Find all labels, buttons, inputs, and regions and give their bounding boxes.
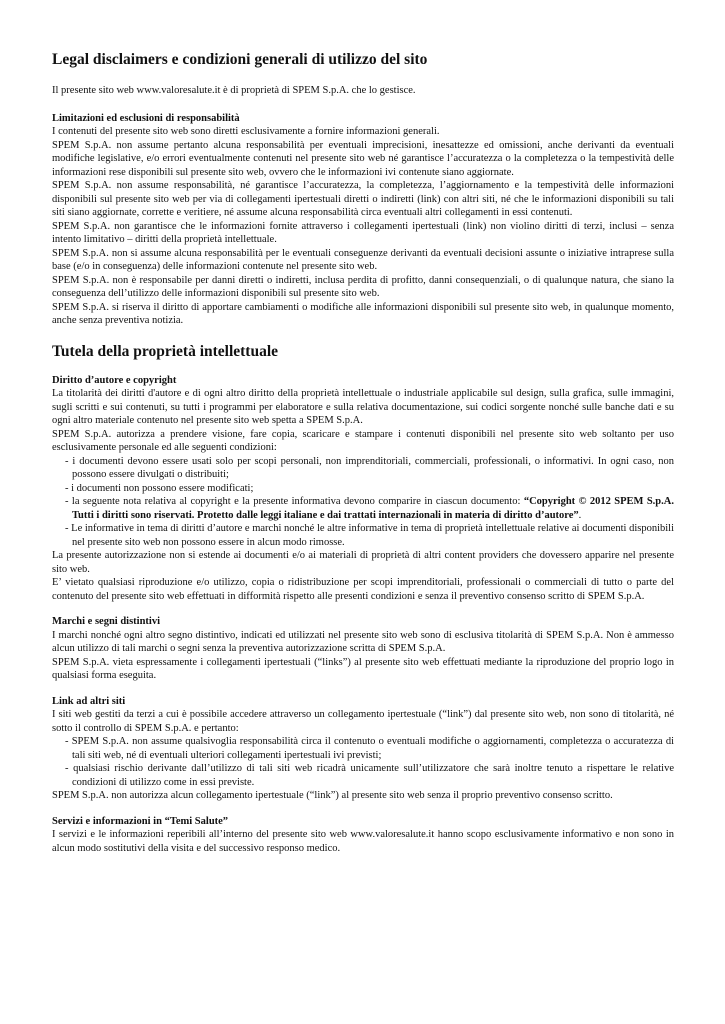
- section-limitazioni: [52, 112, 674, 328]
- copyright-notice: “Copyright © 2012 SPEM S.p.A. Tutti i diritti sono riservati. Protetto dalle leggi italiane e dai trattati internazionali in materia di diritto d’autore”: [72, 496, 674, 521]
- list-item: - i documenti devono essere usati solo per scopi personali, non imprenditoriali, commerciali, professionali, o informativi. In ogni caso, non possono essere divulgati o distribuiti;: [65, 455, 674, 480]
- list-item: - SPEM S.p.A. non assume qualsivoglia responsabilità circa il contenuto o eventuali modifiche o aggiornamenti, completezza o accuratezza di tali siti web, né di eventuali ulteriori collegamenti ipertestuali ivi previsti;: [65, 736, 674, 761]
- paragraph: SPEM S.p.A. si riserva il diritto di apportare cambiamenti o modifiche alle informazioni disponibili sul presente sito web, in qualunque momento, anche senza preventiva notizia.: [52, 301, 674, 326]
- paragraph: SPEM S.p.A. autorizza a prendere visione, fare copia, scaricare e stampare i contenuti disponibili nel presente sito web soltanto per uso esclusivamente personale ed alle seguenti condizioni:: [52, 428, 674, 453]
- paragraph: SPEM S.p.A. non è responsabile per danni diretti o indiretti, inclusa perdita di profitto, danni consequenziali, o di qualunque natura, che siano la conseguenza dell’utilizzo delle informazioni disponibili sul presente sito web.: [52, 274, 674, 299]
- section-heading: Diritto d’autore e copyright: [52, 374, 177, 386]
- section-heading: Servizi e informazioni in “Temi Salute”: [52, 815, 229, 827]
- paragraph: I servizi e le informazioni reperibili all’interno del presente sito web www.valoresalute.it hanno scopo esclusivamente informativo e non sono in alcun modo sostitutivi della visita e del successivo responso medico.: [52, 829, 674, 854]
- list-item: - Le informative in tema di diritti d’autore e marchi nonché le altre informative in tema di proprietà intellettuale relative ai documenti disponibili nel presente sito web non possono essere in alcun modo rimosse.: [65, 523, 674, 548]
- list-item: - qualsiasi rischio derivante dall’utilizzo di tali siti web ricadrà unicamente sull’utilizzatore che sarà inoltre tenuto a rispettare le relative condizioni di utilizzo come in essi previste.: [65, 763, 674, 788]
- section-heading: Link ad altri siti: [52, 695, 126, 707]
- list-item-end: .: [578, 509, 582, 521]
- section-link-altri-siti: [52, 695, 674, 803]
- section-diritto-autore: [52, 374, 674, 604]
- list-item: - i documenti non possono essere modificati;: [65, 482, 254, 494]
- paragraph: I marchi nonché ogni altro segno distintivo, indicati ed utilizzati nel presente sito web sono di esclusiva titolarità di SPEM S.p.A. Non è ammesso alcun utilizzo di tali marchi o segni senza la preventiva autorizzazione scritta di SPEM S.p.A.: [52, 629, 674, 654]
- conditions-list: [52, 455, 674, 550]
- section-marchi: [52, 615, 674, 683]
- section-heading: Limitazioni ed esclusioni di responsabilità: [52, 112, 240, 124]
- paragraph: SPEM S.p.A. non garantisce che le informazioni fornite attraverso i collegamenti ipertestuali (link) non violino diritti di terzi, inclusi – senza intento limitativo – diritti della proprietà intellettuale.: [52, 220, 674, 245]
- paragraph: SPEM S.p.A. non si assume alcuna responsabilità per le eventuali conseguenze derivanti da eventuali decisioni assunte o iniziative intraprese sulla base (e/o in conseguenza) delle informazioni contenute nel presente sito web.: [52, 247, 674, 272]
- list-item: [65, 495, 674, 522]
- section-title-proprieta: Tutela della proprietà intellettuale: [52, 342, 279, 360]
- section-heading: Marchi e segni distintivi: [52, 616, 161, 627]
- paragraph: SPEM S.p.A. non assume responsabilità, né garantisce l’accuratezza, la completezza, l’aggiornamento e la tempestività delle informazioni disponibili sul presente sito web per via di collegamenti ipertestuali diretti o indiretti (link) con altri siti, né che le informazioni disponibili su tali siti siano aggiornate, corrette e veritiere, né assume alcuna responsabilità circa eventuali altri collegamenti in essi contenuti.: [52, 180, 674, 218]
- list-item-text: - la seguente nota relativa al copyright e la presente informativa devono comparire in ciascun documento:: [65, 496, 524, 507]
- paragraph: SPEM S.p.A. vieta espressamente i collegamenti ipertestuali (“links”) al presente sito web effettuati mediante la riproduzione del proprio logo in qualsiasi forma eseguita.: [52, 656, 674, 681]
- paragraph: E’ vietato qualsiasi riproduzione e/o utilizzo, copia o ridistribuzione per scopi imprenditoriali, professionali o commerciali di tutto o parte del contenuto del presente sito web effettuati in difformità rispetto alle presenti condizioni e senza il preventivo consenso scritto di SPEM S.p.A.: [52, 577, 674, 602]
- intro-text: Il presente sito web www.valoresalute.it è di proprietà di SPEM S.p.A. che lo gestisce.: [52, 85, 416, 96]
- document-page: [52, 50, 674, 855]
- paragraph: SPEM S.p.A. non assume pertanto alcuna responsabilità per eventuali imprecisioni, inesattezze ed omissioni, anche derivanti da eventuali modifiche legislative, e/o errori eventualmente contenuti nel presente sito web né garantisce l’accuratezza o la completezza o la tempestività delle informazioni rese disponibili sul presente sito web, ovvero che le informazioni ivi contenute siano aggiornate.: [52, 139, 674, 178]
- paragraph: SPEM S.p.A. non autorizza alcun collegamento ipertestuale (“link”) al presente sito web senza il proprio preventivo consenso scritto.: [52, 790, 613, 801]
- paragraph: I siti web gestiti da terzi a cui è possibile accedere attraverso un collegamento ipertestuale (“link”) dal presente sito web, non sono di titolarità, né sotto il controllo di SPEM S.p.A. e pertanto:: [52, 709, 674, 734]
- paragraph: I contenuti del presente sito web sono diretti esclusivamente a fornire informazioni generali.: [52, 126, 440, 137]
- paragraph: La titolarità dei diritti d'autore e di ogni altro diritto della proprietà intellettuale o industriale applicabile sul design, sulla grafica, sulle immagini, sugli scritti e sui contenuti, su tutti i programmi per elaboratore e sulla relativa documentazione, sui codici sorgente nonché sulle banche dati e su ogni altro materiale contenuto nel presente sito web spetta a SPEM S.p.A.: [52, 388, 674, 426]
- document-title: Legal disclaimers e condizioni generali di utilizzo del sito: [52, 51, 428, 68]
- paragraph: La presente autorizzazione non si estende ai documenti e/o ai materiali di proprietà di altri content providers che dovessero apparire nel presente sito web.: [52, 550, 674, 575]
- link-conditions-list: [52, 735, 674, 789]
- section-servizi: [52, 815, 674, 856]
